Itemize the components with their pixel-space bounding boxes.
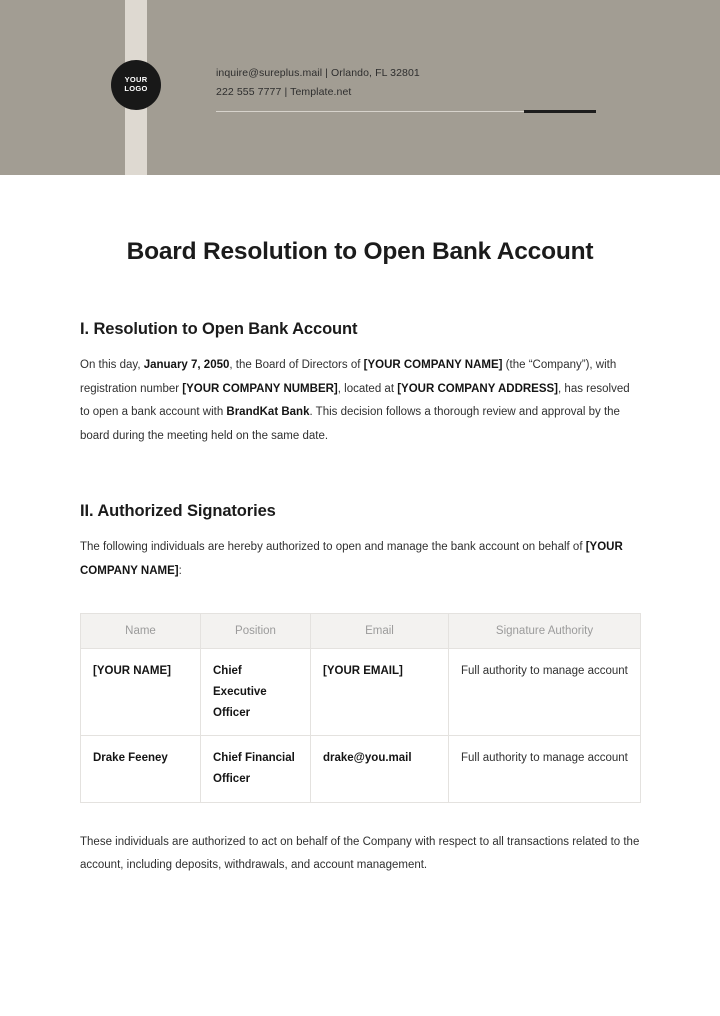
cell-name: Drake Feeney [81, 736, 201, 802]
section-heading-1: I. Resolution to Open Bank Account [80, 320, 358, 338]
cell-position: Chief Executive Officer [201, 649, 311, 736]
column-header-position: Position [201, 614, 311, 649]
column-header-signature-authority: Signature Authority [449, 614, 641, 649]
page-title: Board Resolution to Open Bank Account [126, 238, 594, 265]
document-header-band [0, 0, 720, 175]
contact-line-1: inquire@sureplus.mail | Orlando, FL 32801 [216, 67, 420, 79]
cell-email: drake@you.mail [311, 736, 449, 802]
header-accent-bar [524, 110, 596, 113]
logo-line-1: YOUR [124, 75, 148, 85]
cell-authority: Full authority to manage account [449, 649, 641, 736]
authorized-signatories-table [80, 613, 641, 802]
section-paragraph-2: The following individuals are hereby authorized to open and manage the bank account on behalf of [YOUR COMPANY NAME]: [80, 541, 623, 577]
logo-placeholder [111, 60, 161, 110]
closing-paragraph: These individuals are authorized to act on behalf of the Company with respect to all transactions related to the account, including deposits, withdrawals, and account management. [80, 835, 640, 872]
logo-line-2: LOGO [124, 84, 148, 93]
cell-authority: Full authority to manage account [449, 736, 641, 802]
table-header-row [81, 614, 641, 649]
header-contact-info [216, 64, 420, 103]
document-body [0, 175, 720, 878]
table-row [81, 649, 641, 736]
contact-line-2: 222 555 7777 | Template.net [216, 86, 352, 99]
section-heading-2: II. Authorized Signatories [80, 502, 276, 521]
section-paragraph-1: On this day, January 7, 2050, the Board of Directors of [YOUR COMPANY NAME] (the “Company”), with registration number [YOUR COMPANY NUMBER], located at [YOUR COMPANY ADDRESS], has resolved to open a bank account with BrandKat Bank. This decision follows a thorough review and approval by the board during the meeting held on the same date. [80, 359, 630, 442]
column-header-name: Name [81, 614, 201, 649]
table-row [81, 736, 641, 802]
cell-position: Chief Financial Officer [201, 736, 311, 802]
cell-email: [YOUR EMAIL] [311, 649, 449, 736]
column-header-email: Email [311, 614, 449, 649]
cell-name: [YOUR NAME] [81, 649, 201, 736]
